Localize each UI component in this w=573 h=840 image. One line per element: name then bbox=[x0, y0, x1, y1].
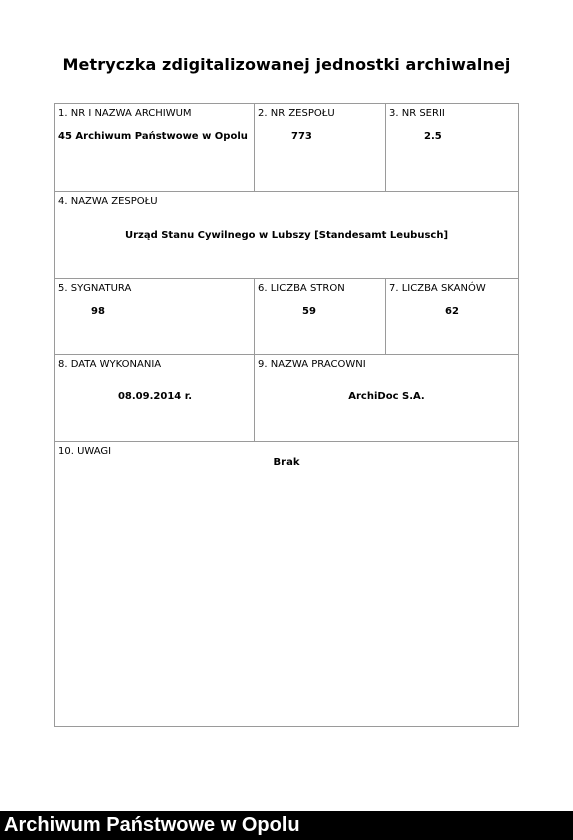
page-count-cell bbox=[255, 279, 386, 355]
scan-count-cell bbox=[386, 279, 518, 355]
workshop-value: ArchiDoc S.A. bbox=[348, 391, 425, 402]
date-label: 8. DATA WYKONANIA bbox=[58, 359, 162, 370]
archive-label: 1. NR I NAZWA ARCHIWUM bbox=[58, 108, 192, 119]
fonds-number-label: 2. NR ZESPOŁU bbox=[258, 108, 335, 119]
archive-cell bbox=[55, 104, 255, 192]
series-number-value: 2.5 bbox=[424, 131, 442, 142]
scan-count-label: 7. LICZBA SKANÓW bbox=[389, 283, 486, 294]
date-cell bbox=[55, 355, 255, 442]
metadata-form bbox=[54, 103, 519, 727]
page-count-value: 59 bbox=[302, 306, 316, 317]
series-number-cell bbox=[386, 104, 518, 192]
workshop-label: 9. NAZWA PRACOWNI bbox=[258, 359, 366, 370]
date-value: 08.09.2014 r. bbox=[117, 391, 193, 402]
fonds-name-value: Urząd Stanu Cywilnego w Lubszy [Standesamt Leubusch] bbox=[124, 230, 449, 241]
signature-cell bbox=[55, 279, 255, 355]
page-count-label: 6. LICZBA STRON bbox=[258, 283, 345, 294]
series-number-label: 3. NR SERII bbox=[389, 108, 445, 119]
workshop-cell bbox=[255, 355, 518, 442]
fonds-number-cell bbox=[255, 104, 386, 192]
remarks-value: Brak bbox=[273, 457, 300, 468]
scan-count-value: 62 bbox=[445, 306, 459, 317]
footer-banner: Archiwum Państwowe w Opolu bbox=[0, 811, 573, 840]
fonds-name-label: 4. NAZWA ZESPOŁU bbox=[58, 196, 158, 207]
signature-value: 98 bbox=[91, 306, 105, 317]
fonds-number-value: 773 bbox=[291, 131, 312, 142]
signature-label: 5. SYGNATURA bbox=[58, 283, 132, 294]
archive-value: 45 Archiwum Państwowe w Opolu bbox=[58, 131, 248, 142]
fonds-name-cell bbox=[55, 192, 518, 279]
page-title: Metryczka zdigitalizowanej jednostki archiwalnej bbox=[62, 55, 511, 74]
remarks-label: 10. UWAGI bbox=[58, 446, 112, 457]
remarks-cell bbox=[55, 442, 518, 726]
